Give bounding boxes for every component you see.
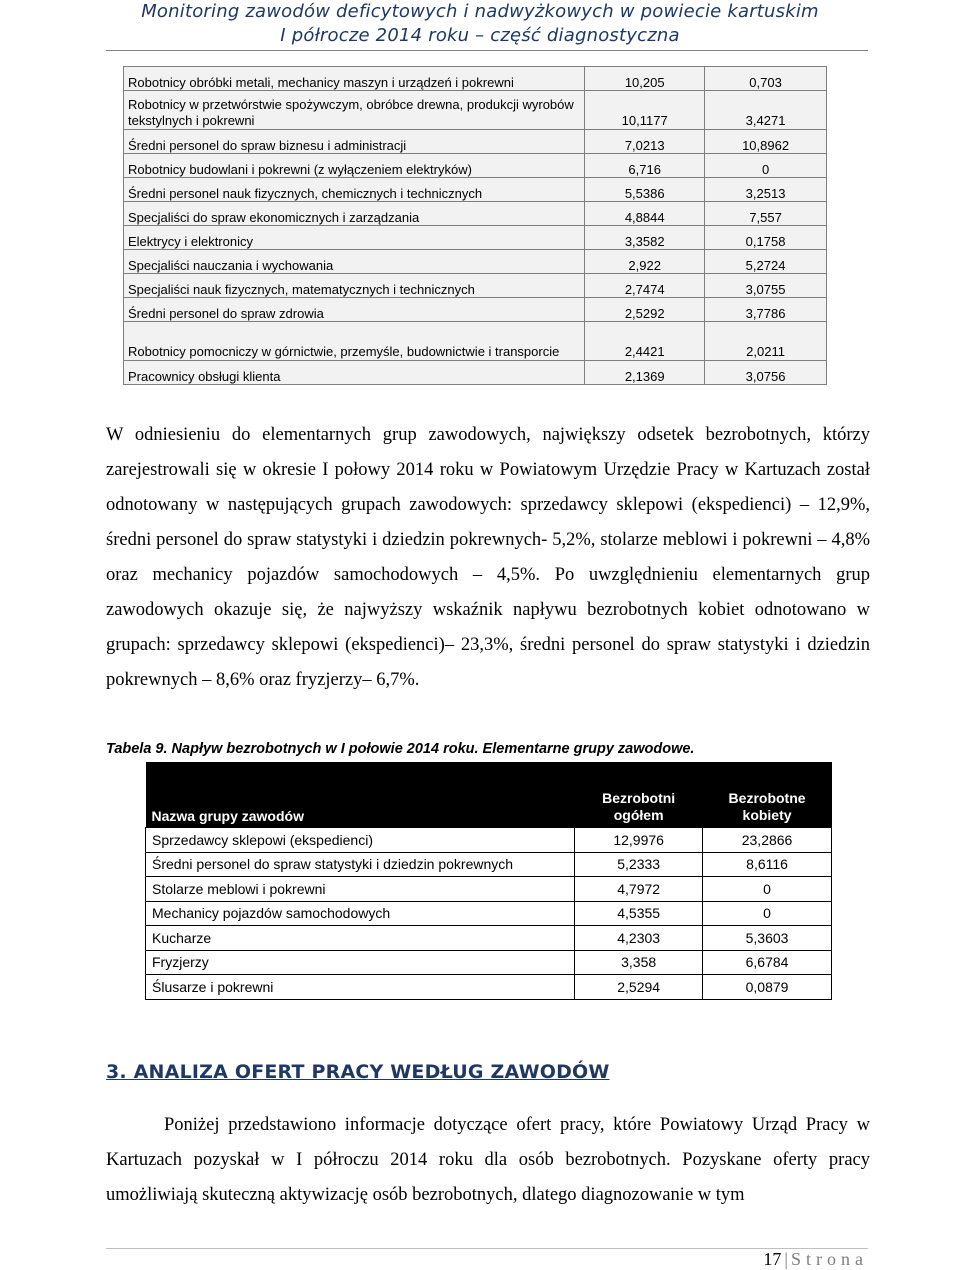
occupation-name: Pracownicy obsługi klienta [124, 361, 585, 385]
value-total: 5,5386 [585, 178, 705, 202]
footer-separator: | [784, 1249, 788, 1269]
occupation-name: Robotnicy w przetwórstwie spożywczym, obróbce drewna, produkcji wyrobów tekstylnych i pokrewni [124, 91, 585, 130]
occupation-name: Robotnicy obróbki metali, mechanicy maszyn i urządzeń i pokrewni [124, 67, 585, 91]
value-women: 3,4271 [705, 91, 827, 130]
table-row [124, 298, 827, 322]
table-row [124, 322, 827, 361]
table-row [124, 154, 827, 178]
table-row [146, 975, 832, 1000]
value-total: 7,0213 [585, 130, 705, 154]
header-occupation-group: Nazwa grupy zawodów [146, 762, 575, 828]
value-total: 4,2303 [575, 926, 703, 951]
occupation-name: Fryzjerzy [146, 950, 575, 975]
value-total: 2,922 [585, 250, 705, 274]
value-total: 2,7474 [585, 274, 705, 298]
value-total: 5,2333 [575, 852, 703, 877]
elementary-groups-table [145, 762, 832, 1000]
table-caption: Tabela 9. Napływ bezrobotnych w I połowie 2014 roku. Elementarne grupy zawodowe. [106, 741, 695, 757]
footer-divider [106, 1248, 868, 1249]
value-total: 4,5355 [575, 901, 703, 926]
table-row [124, 274, 827, 298]
table-row [146, 828, 832, 853]
section-heading: 3. ANALIZA OFERT PRACY WEDŁUG ZAWODÓW [106, 1061, 610, 1083]
value-women: 3,7786 [705, 298, 827, 322]
table-row [124, 226, 827, 250]
occupation-name: Średni personel do spraw zdrowia [124, 298, 585, 322]
value-total: 2,1369 [585, 361, 705, 385]
body-paragraph-job-offers: Poniżej przedstawiono informacje dotyczące ofert pracy, które Powiatowy Urząd Pracy w Kartuzach pozyskał w I półroczu 2014 roku dla osób bezrobotnych. Pozyskane oferty pracy umożliwiają skuteczną aktywizację osób bezrobotnych, dlatego diagnozowanie w tym [106, 1115, 870, 1205]
value-women: 0,703 [705, 67, 827, 91]
value-women: 0,1758 [705, 226, 827, 250]
value-total: 12,9976 [575, 828, 703, 853]
header-title-line1: Monitoring zawodów deficytowych i nadwyżkowych w powiecie kartuskim [141, 1, 819, 22]
table-row [146, 950, 832, 975]
occupation-name: Elektrycy i elektronicy [124, 226, 585, 250]
occupation-name: Specjaliści nauk fizycznych, matematycznych i technicznych [124, 274, 585, 298]
value-women: 0,0879 [703, 975, 832, 1000]
table-row [124, 130, 827, 154]
occupation-name: Robotnicy budowlani i pokrewni (z wyłączeniem elektryków) [124, 154, 585, 178]
value-women: 2,0211 [705, 322, 827, 361]
value-total: 3,3582 [585, 226, 705, 250]
occupation-name: Robotnicy pomocniczy w górnictwie, przemyśle, budownictwie i transporcie [124, 322, 585, 361]
value-total: 4,8844 [585, 202, 705, 226]
table-row [146, 877, 832, 902]
header-unemployed-total: Bezrobotni ogółem [575, 762, 703, 828]
value-total: 10,205 [585, 67, 705, 91]
value-women: 8,6116 [703, 852, 832, 877]
page-header [0, 0, 960, 48]
value-women: 6,6784 [703, 950, 832, 975]
table-row [124, 202, 827, 226]
table-row [124, 67, 827, 91]
table-row [124, 250, 827, 274]
value-total: 2,5292 [585, 298, 705, 322]
value-total: 2,5294 [575, 975, 703, 1000]
value-women: 3,2513 [705, 178, 827, 202]
value-women: 5,2724 [705, 250, 827, 274]
value-total: 3,358 [575, 950, 703, 975]
occupation-name: Ślusarze i pokrewni [146, 975, 575, 1000]
value-women: 0 [703, 877, 832, 902]
occupation-name: Sprzedawcy sklepowi (ekspedienci) [146, 828, 575, 853]
body-paragraph-elementary-groups: W odniesieniu do elementarnych grup zawodowych, największy odsetek bezrobotnych, którzy zarejestrowali się w okresie I połowy 2014 roku w Powiatowym Urzędzie Pracy w Kartuzach został odnotowany w następujących grupach zawodowych: sprzedawcy sklepowi (ekspedienci) – 12,9%, średni personel do spraw statystyki i dziedzin pokrewnych- 5,2%, stolarze meblowi i pokrewni – 4,8% oraz mechanicy pojazdów samochodowych – 4,5%. Po uwzględnieniu elementarnych grup zawodowych okazuje się, że najwyższy wskaźnik napływu bezrobotnych kobiet odnotowano w grupach: sprzedawcy sklepowi (ekspedienci)– 23,3%, średni personel do spraw statystyki i dziedzin pokrewnych – 8,6% oraz fryzjerzy– 6,7%. [106, 425, 870, 690]
table-header-row [146, 762, 832, 828]
value-women: 7,557 [705, 202, 827, 226]
table-row [124, 91, 827, 130]
header-divider [106, 50, 868, 51]
occupation-name: Średni personel do spraw statystyki i dziedzin pokrewnych [146, 852, 575, 877]
table-row [124, 361, 827, 385]
header-unemployed-women: Bezrobotne kobiety [703, 762, 832, 828]
occupation-name: Średni personel nauk fizycznych, chemicznych i technicznych [124, 178, 585, 202]
table-row [146, 852, 832, 877]
value-total: 10,1177 [585, 91, 705, 130]
occupation-name: Specjaliści do spraw ekonomicznych i zarządzania [124, 202, 585, 226]
value-women: 0 [703, 901, 832, 926]
table-row [124, 178, 827, 202]
header-title-line2: I półrocze 2014 roku – część diagnostyczna [280, 25, 680, 46]
table-row [146, 926, 832, 951]
occupation-name: Mechanicy pojazdów samochodowych [146, 901, 575, 926]
page-number: 17 [763, 1249, 782, 1269]
value-women: 23,2866 [703, 828, 832, 853]
table-row [146, 901, 832, 926]
occupation-table-continued [123, 66, 827, 385]
value-women: 0 [705, 154, 827, 178]
value-total: 6,716 [585, 154, 705, 178]
occupation-name: Średni personel do spraw biznesu i administracji [124, 130, 585, 154]
value-women: 3,0756 [705, 361, 827, 385]
value-women: 5,3603 [703, 926, 832, 951]
page-footer [763, 1249, 868, 1270]
occupation-name: Kucharze [146, 926, 575, 951]
value-total: 2,4421 [585, 322, 705, 361]
page-label: Strona [791, 1249, 868, 1269]
occupation-name: Stolarze meblowi i pokrewni [146, 877, 575, 902]
value-total: 4,7972 [575, 877, 703, 902]
occupation-name: Specjaliści nauczania i wychowania [124, 250, 585, 274]
value-women: 10,8962 [705, 130, 827, 154]
value-women: 3,0755 [705, 274, 827, 298]
